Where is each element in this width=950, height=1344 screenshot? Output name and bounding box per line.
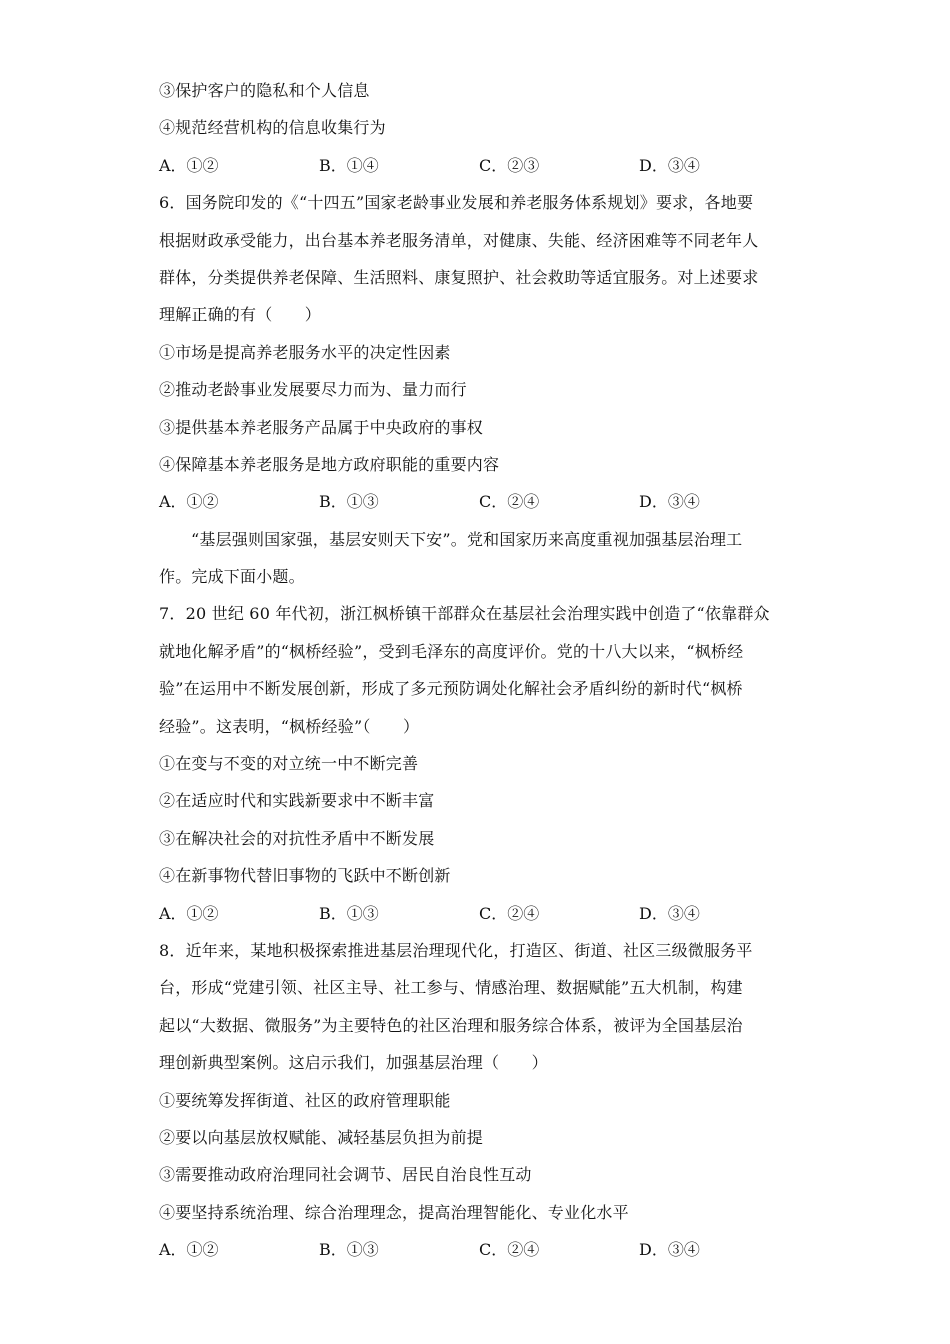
option-item: ③需要推动政府治理同社会调节、居民自治良性互动 — [159, 1165, 532, 1185]
choice-c: C．②④ — [479, 903, 540, 923]
question-stem-line: 理解正确的有（ ） — [159, 305, 322, 325]
choice-d: D．③④ — [639, 903, 700, 923]
option-item: ④在新事物代替旧事物的飞跃中不断创新 — [159, 866, 451, 886]
option-item: ②在适应时代和实践新要求中不断丰富 — [159, 791, 435, 811]
option-item: ①市场是提高养老服务水平的决定性因素 — [159, 342, 451, 362]
passage-line: “基层强则国家强，基层安则天下安”。党和国家历来高度重视加强基层治理工 — [191, 529, 743, 549]
question-8 — [159, 932, 799, 1269]
question-5-continuation — [159, 72, 799, 184]
reading-passage — [159, 521, 799, 596]
question-stem-line: 起以“大数据、微服务”为主要特色的社区治理和服务综合体系，被评为全国基层治 — [159, 1015, 743, 1035]
choice-c: C．②④ — [479, 1240, 540, 1260]
choice-b: B．①③ — [319, 1240, 379, 1260]
question-stem-line: 6．国务院印发的《“十四五”国家老龄事业发展和养老服务体系规划》要求，各地要 — [159, 193, 754, 213]
choice-b: B．①③ — [319, 492, 379, 512]
option-item: ④规范经营机构的信息收集行为 — [159, 118, 386, 138]
question-stem-line: 根据财政承受能力，出台基本养老服务清单，对健康、失能、经济困难等不同老年人 — [159, 230, 759, 250]
choice-a: A．①② — [159, 492, 219, 512]
choice-a: A．①② — [159, 903, 219, 923]
option-item: ④保障基本养老服务是地方政府职能的重要内容 — [159, 454, 500, 474]
choice-b: B．①④ — [319, 155, 379, 175]
question-stem-line: 就地化解矛盾”的“枫桥经验”，受到毛泽东的高度评价。党的十八大以来，“枫桥经 — [159, 641, 744, 661]
option-item: ③在解决社会的对抗性矛盾中不断发展 — [159, 828, 435, 848]
option-item: ③保护客户的隐私和个人信息 — [159, 81, 370, 100]
question-stem-line: 群体，分类提供养老保障、生活照料、康复照护、社会救助等适宜服务。对上述要求 — [159, 267, 759, 287]
option-item: ④要坚持系统治理、综合治理理念，提高治理智能化、专业化水平 — [159, 1202, 629, 1222]
page-content — [159, 72, 799, 1269]
passage-line: 作。完成下面小题。 — [159, 567, 305, 587]
option-item: ①要统筹发挥街道、社区的政府管理职能 — [159, 1090, 451, 1110]
answer-choices — [159, 895, 799, 932]
choice-c: C．②③ — [479, 155, 540, 175]
choice-d: D．③④ — [639, 492, 700, 512]
question-stem-line: 8．近年来，某地积极探索推进基层治理现代化，打造区、街道、社区三级微服务平 — [159, 940, 753, 960]
choice-c: C．②④ — [479, 492, 540, 512]
option-item: ①在变与不变的对立统一中不断完善 — [159, 754, 419, 774]
question-stem-line: 经验”。这表明，“枫桥经验”（ ） — [159, 716, 420, 736]
answer-choices — [159, 147, 799, 184]
choice-d: D．③④ — [639, 1240, 700, 1260]
question-stem-line: 台，形成“党建引领、社区主导、社工参与、情感治理、数据赋能”五大机制，构建 — [159, 978, 743, 998]
question-6 — [159, 184, 799, 521]
option-item: ②推动老龄事业发展要尽力而为、量力而行 — [159, 380, 467, 400]
question-stem-line: 理创新典型案例。这启示我们，加强基层治理（ ） — [159, 1053, 548, 1073]
choice-d: D．③④ — [639, 155, 700, 175]
answer-choices — [159, 1231, 799, 1268]
choice-a: A．①② — [159, 155, 219, 175]
question-7 — [159, 595, 799, 932]
question-stem-line: 验”在运用中不断发展创新，形成了多元预防调处化解社会矛盾纠纷的新时代“枫桥 — [159, 679, 743, 699]
option-item: ②要以向基层放权赋能、减轻基层负担为前提 — [159, 1127, 484, 1147]
answer-choices — [159, 483, 799, 520]
option-item: ③提供基本养老服务产品属于中央政府的事权 — [159, 417, 484, 437]
choice-b: B．①③ — [319, 903, 379, 923]
question-stem-line: 7．20 世纪 60 年代初，浙江枫桥镇干部群众在基层社会治理实践中创造了“依靠群众 — [159, 604, 770, 624]
choice-a: A．①② — [159, 1240, 219, 1260]
